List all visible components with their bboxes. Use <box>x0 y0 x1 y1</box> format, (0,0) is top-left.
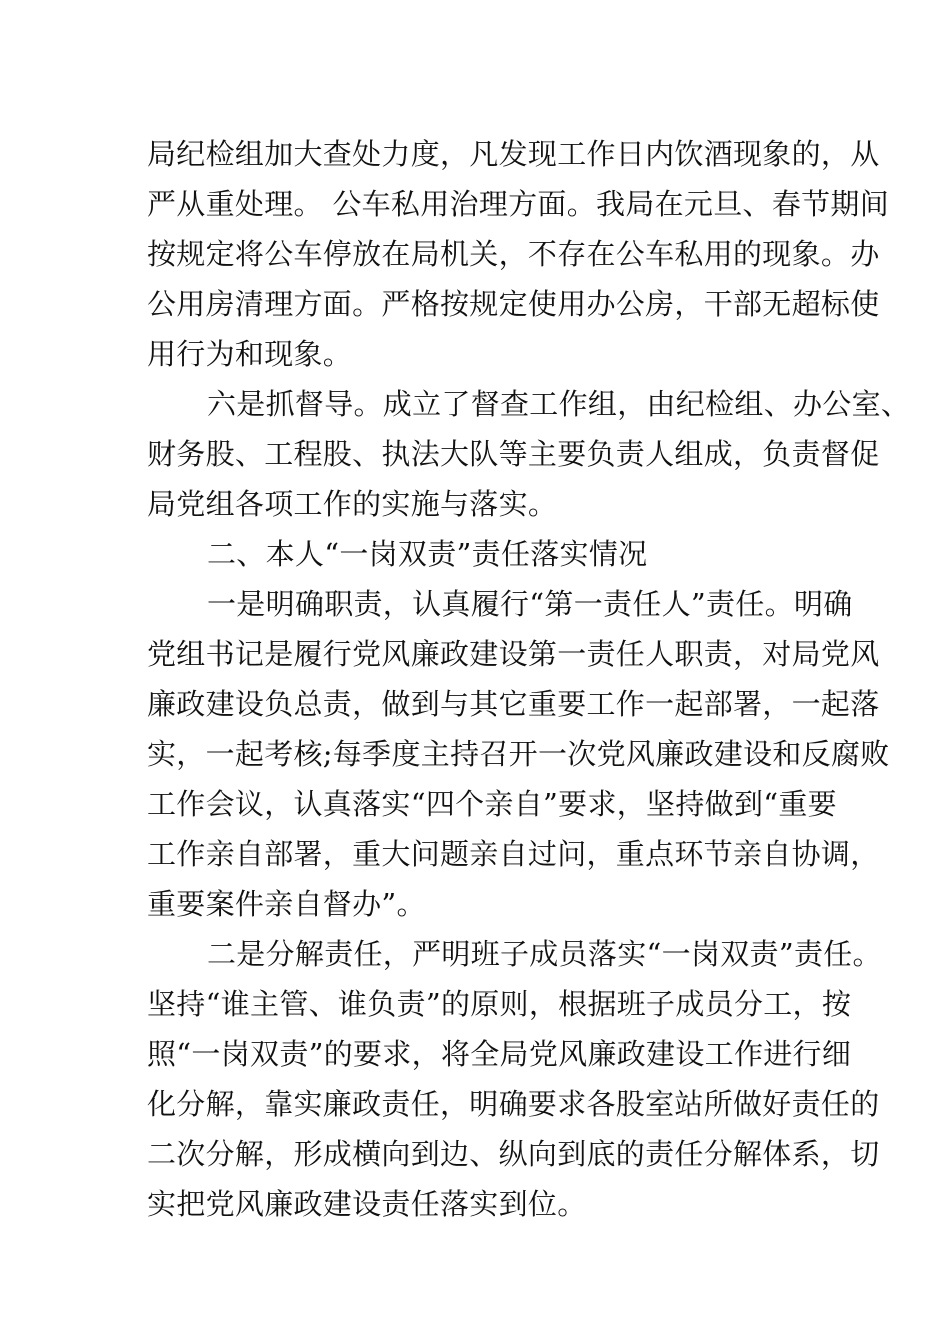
text-line: 财务股、工程股、执法大队等主要负责人组成，负责督促 <box>147 437 880 471</box>
text-line: 廉政建设负总责，做到与其它重要工作一起部署，一起落 <box>147 687 880 721</box>
section-heading: 二、本人“一岗双责”责任落实情况 <box>207 537 648 571</box>
text-line: 党组书记是履行党风廉政建设第一责任人职责，对局党风 <box>147 637 880 671</box>
text-line: 照“一岗双责”的要求，将全局党风廉政建设工作进行细 <box>147 1037 852 1071</box>
text-line: 实把党风廉政建设责任落实到位。 <box>147 1187 587 1221</box>
text-line: 重要案件亲自督办”。 <box>147 887 426 921</box>
text-line: 坚持“谁主管、谁负责”的原则，根据班子成员分工，按 <box>147 987 852 1021</box>
text-line: 工作亲自部署，重大问题亲自过问，重点环节亲自协调， <box>147 837 880 871</box>
text-line: 用行为和现象。 <box>147 337 353 371</box>
text-line: 局纪检组加大查处力度，凡发现工作日内饮酒现象的，从 <box>147 137 880 171</box>
text-line: 公用房清理方面。严格按规定使用办公房，干部无超标使 <box>147 287 880 321</box>
text-line: 二次分解，形成横向到边、纵向到底的责任分解体系，切 <box>147 1137 880 1171</box>
text-line: 局党组各项工作的实施与落实。 <box>147 487 558 521</box>
text-line: 工作会议，认真落实“四个亲自”要求，坚持做到“重要 <box>147 787 837 821</box>
text-line: 实，一起考核;每季度主持召开一次党风廉政建设和反腐败 <box>147 737 890 771</box>
text-line: 化分解，靠实廉政责任，明确要求各股室站所做好责任的 <box>147 1087 880 1121</box>
text-line: 严从重处理。 公车私用治理方面。我局在元旦、春节期间 <box>147 187 890 221</box>
text-line: 六是抓督导。成立了督查工作组，由纪检组、办公室、 <box>207 387 911 421</box>
text-line: 二是分解责任，严明班子成员落实“一岗双责”责任。 <box>207 937 882 971</box>
text-line: 一是明确职责，认真履行“第一责任人”责任。明确 <box>207 587 853 621</box>
text-line: 按规定将公车停放在局机关，不存在公车私用的现象。办 <box>147 237 880 271</box>
